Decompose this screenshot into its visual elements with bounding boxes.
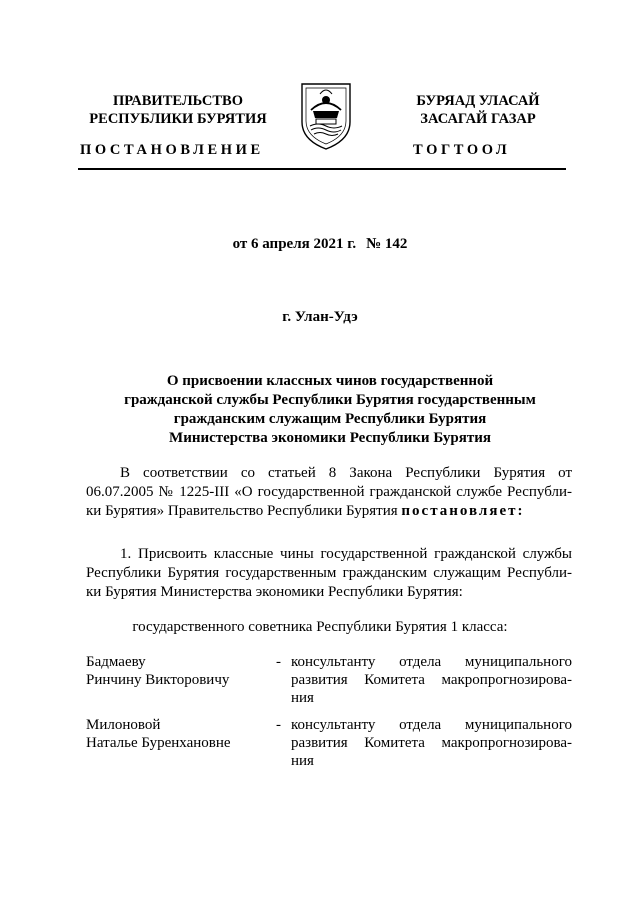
preamble-paragraph <box>86 464 572 521</box>
header-left-line2: РЕСПУБЛИКИ БУРЯТИЯ <box>89 111 267 127</box>
employee-given-names: Ринчину Викторовичу <box>86 672 230 688</box>
clause-line: ки Бурятия Министерства экономики Республики Бурятия: <box>86 584 463 600</box>
header-right-authority <box>378 92 578 128</box>
employee-name <box>86 716 271 752</box>
header-divider <box>78 168 566 170</box>
clause-line: 1. Присвоить классные чины государственной гражданской службы <box>120 546 572 562</box>
employee-given-names: Наталье Буренхановне <box>86 735 231 751</box>
position-line: ния <box>291 690 314 706</box>
position-line: развития Комитета макропрогнозирова- <box>291 735 572 751</box>
document-city: г. Улан-Удэ <box>282 309 358 325</box>
header-left-authority <box>78 92 278 128</box>
doc-type-right: ТОГТООЛ <box>413 142 511 158</box>
employee-surname: Бадмаеву <box>86 654 146 670</box>
employee-position <box>291 653 572 707</box>
entry-dash: - <box>276 717 281 733</box>
position-line: консультанту отдела муниципального <box>291 717 572 733</box>
preamble-line3-text: ки Бурятия» Правительство Республики Бурятия <box>86 503 402 519</box>
preamble-line: 06.07.2005 № 1225-III «О государственной гражданской службе Республи- <box>86 484 572 500</box>
document-title <box>80 372 580 448</box>
header-left-line1: ПРАВИТЕЛЬСТВО <box>113 93 243 109</box>
title-line: О присвоении классных чинов государственной <box>166 373 494 389</box>
header-right-line1: БУРЯАД УЛАСАЙ <box>416 93 540 109</box>
preamble-line <box>86 502 572 521</box>
entry-dash: - <box>276 654 281 670</box>
document-date: от 6 апреля 2021 г. <box>232 236 357 252</box>
title-line: Министерства экономики Республики Бурятия <box>169 430 491 446</box>
preamble-line: В соответствии со статьей 8 Закона Республики Бурятия от <box>120 465 572 481</box>
postanovlyaet-word: постановляет: <box>401 503 525 519</box>
title-line: гражданским служащим Республики Бурятия <box>173 411 487 427</box>
coat-of-arms-icon <box>298 78 354 152</box>
position-line: развития Комитета макропрогнозирова- <box>291 672 572 688</box>
employee-surname: Милоновой <box>86 717 161 733</box>
doc-type-left: ПОСТАНОВЛЕНИЕ <box>80 142 264 158</box>
position-line: ния <box>291 753 314 769</box>
title-line: гражданской службы Республики Бурятия государственным <box>124 392 536 408</box>
rank-heading: государственного советника Республики Бурятия 1 класса: <box>132 619 508 635</box>
clause-1-paragraph <box>86 545 572 602</box>
employee-position <box>291 716 572 770</box>
header-right-line2: ЗАСАГАЙ ГАЗАР <box>420 111 536 127</box>
employee-name <box>86 653 271 689</box>
position-line: консультанту отдела муниципального <box>291 654 572 670</box>
clause-line: Республики Бурятия государственным гражданским служащим Республи- <box>86 565 572 581</box>
document-number: № 142 <box>366 236 408 252</box>
document-date-line <box>0 236 640 253</box>
